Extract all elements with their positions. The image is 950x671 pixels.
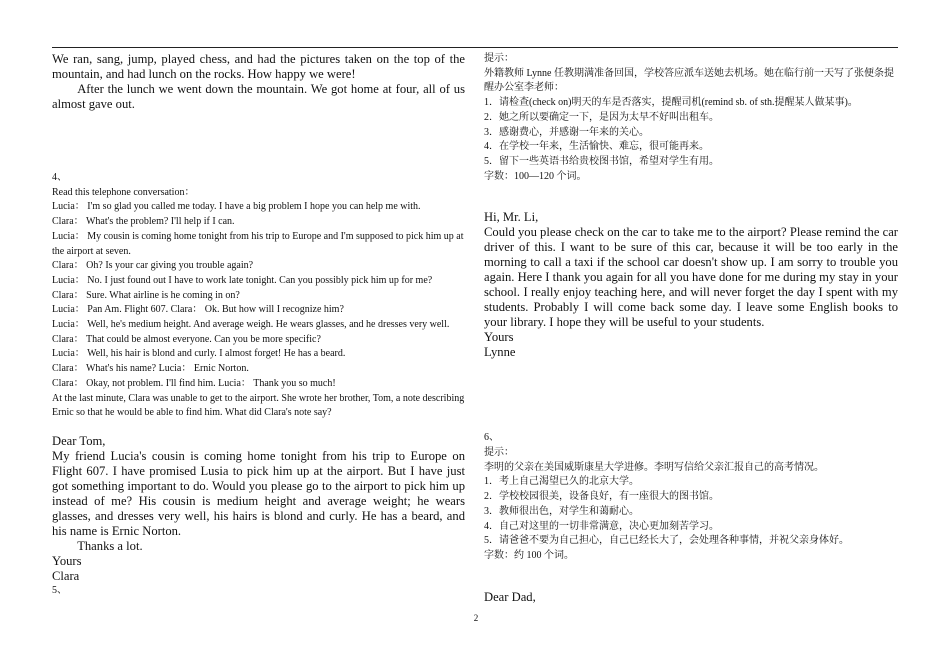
page-number: 2 xyxy=(473,613,479,623)
hint-label: 提示： xyxy=(484,53,514,64)
word-count: 字数：100—120 个词。 xyxy=(484,170,587,182)
note-body: My friend Lucia's cousin is coming home tonight from his trip to Europe on Flight 607. I have promised Lusia to pick him up at the airport. But I have just got something important to do. Would you please go to the airport to pick him up instead of me? His cousin is medium height and average weight; he wears glasses, and dresses very well, his hairs is blond and curly. He has a beard, and his name is Ernic Norton. xyxy=(52,448,465,538)
dialogue-line: Clara： Oh? Is your car giving you trouble again? xyxy=(52,260,254,272)
dialogue-line: Clara： Okay, not problem. I'll find him. Lucia： Thank you so much! xyxy=(52,377,336,389)
dialogue-line: Lucia： No. I just found out I have to work late tonight. Can you possibly pick him up for me? xyxy=(52,274,433,286)
hint-item: 5．请爸爸不要为自己担心，自己已经长大了，会处理各种事情，并祝父亲身体好。 xyxy=(484,535,849,547)
question-6-salutation: Dear Dad, xyxy=(484,589,536,604)
question-6-intro: 李明的父亲在美国威斯康星大学进修。李明写信给父亲汇报自己的高考情况。 xyxy=(484,461,824,473)
question-4-number: 4、 xyxy=(52,172,67,183)
question-6-number: 6、 xyxy=(484,432,499,444)
note-closing: Yours xyxy=(52,553,82,568)
dialogue-line: Lucia： I'm so glad you called me today. I have a big problem I hope you can help me with. xyxy=(52,201,421,213)
hint-list xyxy=(484,96,898,170)
dialogue-line: Clara： Sure. What airline is he coming in on? xyxy=(52,289,240,301)
hint-item: 3．教师很出色，对学生和蔼耐心。 xyxy=(484,505,639,517)
hint-item: 3．感谢费心，并感谢一年来的关心。 xyxy=(484,126,649,138)
hint-item: 4．在学校一年来，生活愉快、难忘，很可能再来。 xyxy=(484,141,709,153)
left-column xyxy=(52,52,465,599)
letter-closing: Yours xyxy=(484,330,514,345)
right-column xyxy=(484,52,898,605)
letter-signature: Lynne xyxy=(484,345,516,360)
question-4-task: At the last minute, Clara was unable to get to the airport. She wrote her brother, Tom, a note describing Ernic so that he would be able to find him. What did Clara's note say? xyxy=(52,392,465,419)
hint-item: 1．考上自己渴望已久的北京大学。 xyxy=(484,476,639,488)
dialogue-line: Lucia： My cousin is coming home tonight from his trip to Europe and I'm supposed to pick him up at the airport at seven. xyxy=(52,230,464,257)
letter-salutation: Hi, Mr. Li, xyxy=(484,210,539,225)
story-paragraph-2: After the lunch we went down the mountain. We got home at four, all of us almost gave out. xyxy=(52,82,465,111)
hint-item: 2．学校校园很美，设备良好，有一座很大的图书馆。 xyxy=(484,491,719,503)
letter-body: Could you please check on the car to take me to the airport? Please remind the car driver of this. I want to be sure of this car, because it will be too early in the morning to call a taxi if the school car doesn't show up. I am sorry to trouble you again. Here I thank you again for all you have done for me during my stay in your school. I really enjoy teaching here, and will never forget the day I spent with my students. Probably I will come back some day. I leave some English books to your library. I hope they will be useful to your students. xyxy=(484,225,898,330)
dialogue-line: Lucia： Pan Am. Flight 607. Clara： Ok. But how will I recognize him? xyxy=(52,304,344,316)
question-6-hint-list xyxy=(484,475,898,549)
story-paragraph-1: We ran, sang, jump, played chess, and had the pictures taken on the top of the mountain, and had lunch on the rocks. How happy we were! xyxy=(52,52,465,81)
question-6-hint-label: 提示： xyxy=(484,447,514,459)
note-salutation: Dear Tom, xyxy=(52,433,106,448)
question-6-word-count: 字数：约 100 个词。 xyxy=(484,549,574,561)
hint-intro: 外籍教师 Lynne 任教期满准备回国，学校答应派车送她去机场。她在临行前一天写了张便条提醒办公室李老师： xyxy=(484,67,894,94)
telephone-dialogue xyxy=(52,200,465,391)
top-rule xyxy=(52,47,898,48)
hint-item: 4．自己对这里的一切非常满意，决心更加刻苦学习。 xyxy=(484,520,719,532)
dialogue-line: Clara： What's his name? Lucia： Ernic Norton. xyxy=(52,363,249,375)
dialogue-line: Clara： That could be almost everyone. Can you be more specific? xyxy=(52,333,321,345)
dialogue-line: Lucia： Well, his hair is blond and curly. I almost forget! He has a beard. xyxy=(52,348,346,360)
question-4-instruction: Read this telephone conversation： xyxy=(52,186,195,198)
dialogue-line: Clara： What's the problem? I'll help if I can. xyxy=(52,216,235,228)
note-thanks: Thanks a lot. xyxy=(77,538,143,553)
note-signature: Clara xyxy=(52,568,80,583)
hint-item: 1．请检查(check on)明天的车是否落实，提醒司机(remind sb. of sth.提醒某人做某事)。 xyxy=(484,97,858,109)
question-5-number: 5、 xyxy=(52,584,67,596)
hint-item: 2．她之所以要确定一下，是因为太早不好叫出租车。 xyxy=(484,111,719,123)
dialogue-line: Lucia： Well, he's medium height. And average weigh. He wears glasses, and he dresses very well. xyxy=(52,319,450,331)
hint-item: 5．留下一些英语书给贵校图书馆，希望对学生有用。 xyxy=(484,155,719,167)
